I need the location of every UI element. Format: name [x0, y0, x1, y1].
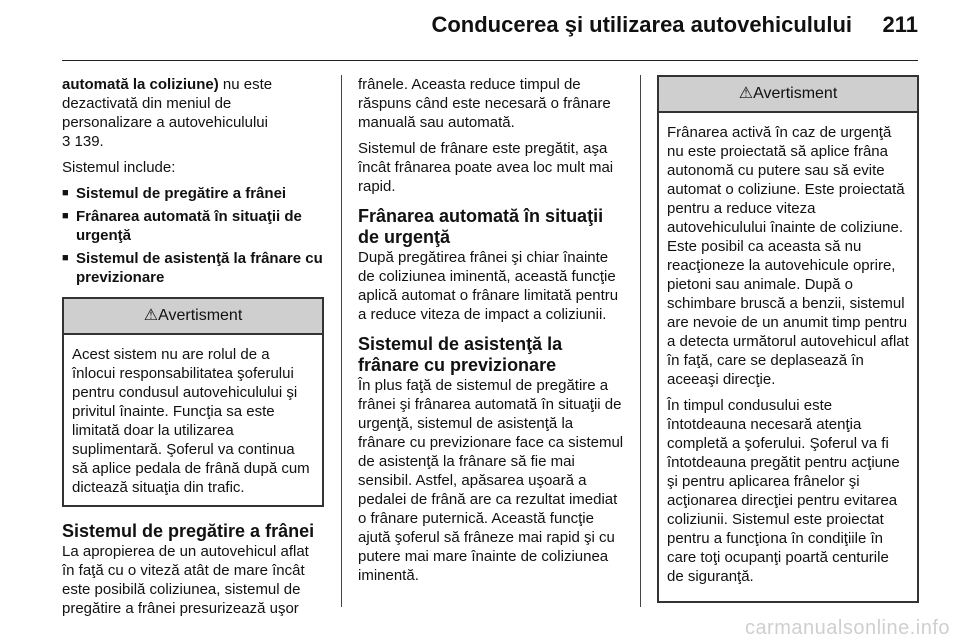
section-text: La apropierea de un autovehicul aflat în faţă cu o viteză atât de mare încât este posibilă coliziunea, sistemul de pregătire a frânei presurizează uşor	[62, 543, 309, 617]
section-text: După pregătirea frânei şi chiar înainte de coliziunea iminentă, această funcţie aplică automat o frânare limitată pentru a reduce viteza de impact a coliziunii.	[358, 249, 619, 323]
paragraph: Sistemul de frânare este pregătit, aşa încât frânarea poate avea loc mult mai rapid.	[358, 140, 614, 195]
intro-paragraph	[62, 75, 324, 151]
section-block	[358, 334, 624, 585]
list-item: ■ Sistemul de asistenţă la frânare cu previzionare	[62, 249, 324, 287]
paragraph: frânele. Aceasta reduce timpul de răspuns când este necesară o frânare manuală sau automată.	[358, 76, 611, 131]
warning-header	[64, 299, 322, 335]
column-3	[657, 75, 919, 617]
list-item: ■ Frânarea automată în situaţii de urgenţă	[62, 207, 324, 245]
warning-box	[62, 297, 324, 507]
warning-header	[659, 77, 917, 113]
column-divider-1	[341, 75, 342, 607]
includes-text: Sistemul include:	[62, 159, 176, 176]
intro-bold: automată la coliziune)	[62, 76, 219, 93]
system-list	[62, 184, 324, 287]
section-title: Frânarea automată în situaţii de urgenţă	[358, 206, 604, 247]
warning-box	[657, 75, 919, 603]
column-1	[62, 75, 324, 625]
page-header	[0, 0, 960, 62]
warning-triangle-icon: ⚠	[143, 307, 159, 324]
intro-text: nu este dezactivată din meniul de personalizare a autovehiculului	[62, 76, 273, 131]
header-title: Conducerea şi utilizarea autovehiculului	[431, 12, 852, 37]
column-2	[358, 75, 624, 592]
page-reference: 3 139.	[62, 133, 104, 150]
header-divider	[62, 60, 918, 61]
warning-title: Avertisment	[753, 85, 838, 102]
section-text: În plus faţă de sistemul de pregătire a frânei şi frânarea automată în situaţii de urgenţă, sistemul de asistenţă la frânare cu previzionare face ca sistemul de asistenţă la frânare să fie mai sensibil. Astfel, apăsarea uşoară a pedalei de frână are ca rezultat imediat o frânare puternică. Această funcţie ajută şoferul să frâneze mai rapid şi cu putere mai mare înainte de coliziunea iminentă.	[358, 377, 624, 584]
warning-title: Avertisment	[158, 307, 243, 324]
watermark: carmanualsonline.info	[744, 617, 950, 639]
section-title: Sistemul de pregătire a frânei	[62, 521, 315, 541]
warning-text: Frânarea activă în caz de urgenţă nu este proiectată să aplice frâna autonomă cu putere sau să evite automat o coliziune. Este proiectată pentru a reduce viteza autovehiculului înainte de coliziune. Este posibil ca aceasta să nu reacţioneze la autovehicule oprire, pietoni sau animale. După o schimbare bruscă a benzii, sistemul are nevoie de un anumit timp pentru a detecta următorul autovehicul aflat în faţă, care se deplasează în aceeaşi direcţie.	[667, 124, 909, 388]
page-number: 211	[882, 12, 918, 37]
section-block	[358, 206, 624, 324]
section-title: Sistemul de asistenţă la frânare cu previzionare	[358, 334, 563, 375]
warning-body	[659, 113, 917, 601]
list-item: ■ Sistemul de pregătire a frânei	[62, 184, 324, 203]
column-divider-2	[640, 75, 641, 607]
warning-triangle-icon: ⚠	[738, 85, 754, 102]
warning-text: În timpul condusului este întotdeauna necesară atenţia completă a şoferului. Şoferul va fi întotdeauna pregătit pentru acţiune şi pentru aplicarea frânelor şi acţionarea direcţiei pentru evitarea coliziunii. Sistemul este proiectat pentru a funcţiona în condiţiile în care toţi ocupanţi poartă centurile de siguranţă.	[667, 397, 900, 585]
warning-text: Acest sistem nu are rolul de a înlocui responsabilitatea şoferului pentru condusul autovehiculului şi privitul înainte. Funcţia sa este limitată doar la utilizarea suplimentară. Şoferul va continua să aplice pedala de frână după cum dictează situaţia din trafic.	[72, 346, 310, 496]
